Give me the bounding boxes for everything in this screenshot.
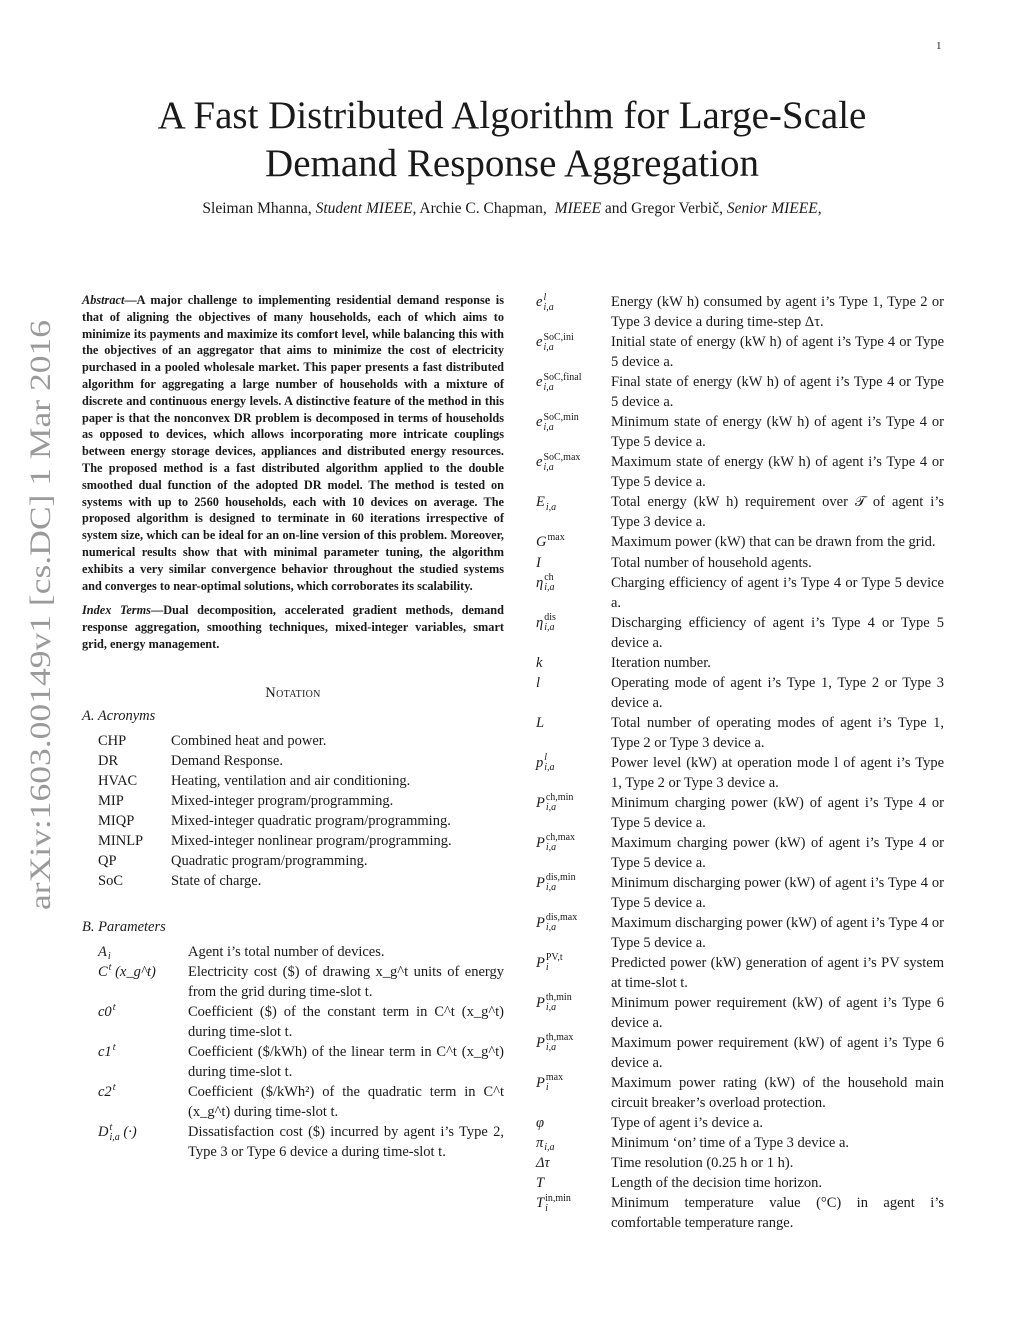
abstract [82, 292, 504, 594]
abstract-text: —A major challenge to implementing residential demand response is that of aligning the objectives of many households, each of which aims to minimize its payments and maximize its comfort level, while balancing this with the objectives of an aggregator that aims to minimize the cost of electricity purchased in a pooled wholesale market. This paper presents a fast distributed algorithm for aggregating a large number of households with a mixture of discrete and continuous energy levels. A distinctive feature of the method in this paper is that the nonconvex DR problem is decomposed in terms of households as opposed to devices, which allows incorporating more intricate couplings between energy storage devices, appliances and distributed energy resources. The proposed method is a fast distributed algorithm applied to the double smoothed dual function of the adopted DR model. The method is tested on systems with up to 2560 households, each with 10 devices on average. The proposed algorithm is designed to terminate in 60 iterations irrespective of system size, which can be ideal for an on-line version of this problem. Moreover, numerical results show that with minimal parameter tuning, the algorithm exhibits a very similar convergence behavior throughout the studied systems and converges to near-optimal solutions, which corroborates its scalability. [82, 293, 504, 593]
parameter-symbol: G max [536, 531, 565, 550]
parameter-description: Agent i’s total number of devices. [188, 943, 385, 960]
acronym-definition: Mixed-integer quadratic program/programming. [171, 812, 451, 829]
parameter-description: Minimum temperature value (°C) in agent i’s comfortable temperature range. [611, 1195, 944, 1232]
author-3-role: Senior MIEEE, [726, 200, 822, 217]
author-list [0, 200, 1024, 218]
parameter-symbol: e SoC,min i,a [536, 411, 579, 433]
acronym-definition: Demand Response. [171, 752, 283, 769]
parameter-row [536, 753, 944, 793]
parameter-symbol: c1 t [98, 1042, 116, 1061]
right-column [536, 292, 944, 1233]
acronym-key: SoC [98, 872, 123, 889]
parameter-description: Minimum state of energy (kW h) of agent i’s Type 4 or Type 5 device a. [611, 414, 944, 450]
parameter-description: Minimum ‘on’ time of a Type 3 device a. [611, 1134, 850, 1151]
parameter-symbol: c0 t [98, 1002, 116, 1021]
parameter-symbol: P dis,max i,a [536, 912, 578, 934]
parameter-symbol: T [536, 1175, 545, 1192]
parameter-description: Time resolution (0.25 h or 1 h). [611, 1155, 794, 1172]
parameter-symbol: e SoC,final i,a [536, 371, 582, 393]
parameter-row [536, 1193, 944, 1233]
parameter-description: Dissatisfaction cost ($) incurred by agent i’s Type 2, Type 3 or Type 6 device a during time-slot t. [188, 1124, 504, 1161]
acronym-row [98, 751, 452, 771]
parameter-description: Maximum power (kW) that can be drawn from the grid. [611, 534, 936, 550]
parameter-row [536, 1173, 944, 1193]
parameter-symbol: η ch i,a [536, 572, 555, 594]
parameter-symbol: P ch,max i,a [536, 832, 576, 854]
parameter-symbol: π i,a [536, 1134, 555, 1154]
parameter-description: Electricity cost ($) of drawing x_g^t units of energy from the grid during time-slot t. [188, 964, 504, 1001]
parameter-description: Total energy (kW h) requirement over 𝒯 of agent i’s Type 3 device a. [611, 494, 944, 530]
acronym-key: MIQP [98, 812, 135, 829]
acronyms-table [98, 731, 452, 891]
parameter-row [536, 953, 944, 993]
parameter-row [536, 553, 944, 573]
parameter-symbol: I [536, 554, 541, 571]
acronym-row [98, 811, 452, 831]
acronym-key: QP [98, 852, 117, 869]
parameter-row [536, 993, 944, 1033]
parameter-description: Minimum power requirement (kW) of agent i’s Type 6 device a. [611, 994, 944, 1031]
parameter-symbol: P ch,min i,a [536, 792, 574, 814]
parameter-symbol: P th,max i,a [536, 1032, 574, 1054]
parameter-row [536, 452, 944, 492]
acronym-row [98, 791, 452, 811]
title-line-1: A Fast Distributed Algorithm for Large-Scale [157, 94, 867, 137]
parameter-symbol: P max i [536, 1072, 564, 1094]
parameter-symbol: Δτ [536, 1155, 550, 1172]
parameter-description: Coefficient ($/kWh²) of the quadratic term in C^t (x_g^t) during time-slot t. [188, 1084, 504, 1121]
parameter-row [82, 942, 504, 963]
acronym-definition: Combined heat and power. [171, 732, 327, 749]
acronym-definition: Heating, ventilation and air conditioning. [171, 772, 411, 789]
parameter-description: Type of agent i’s device a. [611, 1114, 763, 1131]
parameter-description: Final state of energy (kW h) of agent i’s Type 4 or Type 5 device a. [611, 374, 944, 410]
parameters-table-right [536, 292, 944, 1233]
parameter-description: Coefficient ($) of the constant term in C^t (x_g^t) during time-slot t. [188, 1004, 504, 1041]
parameter-row [536, 673, 944, 713]
parameter-description: Energy (kW h) consumed by agent i’s Type 1, Type 2 or Type 3 device a during time-step Δτ. [611, 294, 944, 330]
page-number: 1 [936, 40, 942, 52]
parameter-symbol: φ [536, 1114, 545, 1131]
parameter-symbol: A i [98, 943, 111, 963]
parameter-row [536, 873, 944, 913]
acronym-key: MIP [98, 792, 124, 809]
parameter-description: Maximum discharging power (kW) of agent i’s Type 4 or Type 5 device a. [611, 914, 944, 951]
index-terms [82, 602, 504, 652]
parameter-symbol: c2 t [98, 1082, 116, 1101]
parameter-symbol: e l i,a [536, 291, 554, 313]
index-terms-lead: Index Terms [82, 603, 151, 618]
parameter-row [82, 1122, 504, 1162]
parameter-description: Total number of operating modes of agent i’s Type 1, Type 2 or Type 3 device a. [611, 714, 944, 751]
parameter-row [536, 833, 944, 873]
parameter-row [536, 1113, 944, 1133]
parameter-symbol: P th,min i,a [536, 992, 572, 1014]
parameter-description: Maximum power rating (kW) of the household main circuit breaker’s overload protection. [611, 1074, 944, 1111]
parameter-description: Initial state of energy (kW h) of agent i’s Type 4 or Type 5 device a. [611, 334, 944, 370]
parameter-row [82, 1002, 504, 1042]
parameter-description: Maximum charging power (kW) of agent i’s Type 4 or Type 5 device a. [611, 834, 944, 871]
parameter-symbol: P PV,t i [536, 952, 563, 974]
parameter-row [536, 793, 944, 833]
arxiv-stamp [12, 320, 62, 910]
parameter-symbol: e SoC,max i,a [536, 451, 581, 473]
parameter-symbol: D t i,a (·) [98, 1122, 137, 1144]
title-line-2: Demand Response Aggregation [265, 142, 759, 185]
parameter-row [536, 713, 944, 753]
parameter-row [536, 532, 944, 553]
acronym-definition: Quadratic program/programming. [171, 852, 368, 869]
arxiv-stamp-text: arXiv:1603.00149v1 [cs.DC] 1 Mar 2016 [24, 411, 57, 910]
acronym-definition: State of charge. [171, 872, 262, 889]
parameter-row [536, 913, 944, 953]
parameter-description: Iteration number. [611, 654, 711, 671]
parameter-symbol: E i,a [536, 494, 557, 513]
acronym-definition: Mixed-integer program/programming. [171, 792, 394, 809]
parameter-description: Charging efficiency of agent i’s Type 4 or Type 5 device a. [611, 574, 944, 611]
abstract-lead: Abstract [82, 293, 125, 307]
parameter-description: Discharging efficiency of agent i’s Type 4 or Type 5 device a. [611, 614, 944, 651]
parameter-symbol: P dis,min i,a [536, 872, 576, 894]
parameter-row [82, 962, 504, 1002]
parameter-description: Operating mode of agent i’s Type 1, Type 2 or Type 3 device a. [611, 674, 944, 711]
parameter-symbol: e SoC,ini i,a [536, 331, 574, 353]
parameter-description: Predicted power (kW) generation of agent i’s PV system at time-slot t. [611, 954, 944, 991]
parameter-row [82, 1082, 504, 1122]
acronym-definition: Mixed-integer nonlinear program/programming. [171, 832, 452, 849]
parameter-row [536, 292, 944, 332]
parameter-symbol: η dis i,a [536, 612, 556, 634]
parameters-table-left [82, 942, 504, 1163]
parameter-row [536, 412, 944, 452]
parameter-row [536, 1073, 944, 1113]
parameter-description: Maximum state of energy (kW h) of agent i’s Type 4 or Type 5 device a. [611, 454, 944, 490]
parameter-row [536, 573, 944, 613]
acronym-key: MINLP [98, 832, 144, 849]
parameters-heading: B. Parameters [82, 918, 166, 935]
parameter-row [536, 613, 944, 653]
acronym-row [98, 771, 452, 791]
notation-heading: Notation [265, 684, 321, 701]
parameter-description: Power level (kW) at operation mode l of agent i’s Type 1, Type 2 or Type 3 device a. [611, 754, 944, 791]
parameter-description: Minimum charging power (kW) of agent i’s Type 4 or Type 5 device a. [611, 794, 944, 831]
acronyms-heading: A. Acronyms [82, 707, 156, 724]
paper-title [0, 92, 1024, 188]
left-column [82, 292, 504, 1162]
parameter-symbol: k [536, 654, 543, 671]
parameter-symbol: l [536, 674, 541, 691]
parameter-symbol: C t (x_g^t) [98, 962, 156, 981]
parameter-description: Coefficient ($/kWh) of the linear term in C^t (x_g^t) during time-slot t. [188, 1044, 504, 1081]
author-3: and Gregor Verbič, [604, 200, 723, 217]
acronym-key: DR [98, 752, 119, 769]
index-terms-text: —Dual decomposition, accelerated gradient methods, demand response aggregation, smoothing techniques, mixed-integer variables, smart grid, energy management. [82, 603, 504, 651]
parameter-description: Minimum discharging power (kW) of agent i’s Type 4 or Type 5 device a. [611, 874, 944, 911]
parameter-row [536, 1033, 944, 1073]
parameter-description: Total number of household agents. [611, 554, 812, 571]
parameter-row [536, 653, 944, 673]
parameter-row [536, 372, 944, 412]
parameter-symbol: T in,min i [536, 1193, 571, 1215]
parameter-description: Maximum power requirement (kW) of agent i’s Type 6 device a. [611, 1034, 944, 1071]
parameter-row [82, 1042, 504, 1082]
parameter-row [536, 1133, 944, 1154]
parameter-row [536, 332, 944, 372]
author-2: Archie C. Chapman, [419, 200, 547, 217]
parameter-description: Length of the decision time horizon. [611, 1175, 823, 1192]
parameter-symbol: p l i,a [536, 752, 555, 774]
author-1-role: Student MIEEE, [315, 200, 417, 217]
parameter-symbol: L [536, 714, 545, 731]
acronym-key: HVAC [98, 772, 138, 789]
acronym-row [98, 831, 452, 851]
acronym-row [98, 731, 452, 751]
acronym-key: CHP [98, 732, 127, 749]
author-2-role: MIEEE [554, 200, 602, 217]
author-1: Sleiman Mhanna, [202, 200, 312, 217]
acronym-row [98, 851, 452, 871]
parameter-row [536, 492, 944, 532]
acronym-row [98, 871, 452, 891]
parameter-row [536, 1153, 944, 1173]
